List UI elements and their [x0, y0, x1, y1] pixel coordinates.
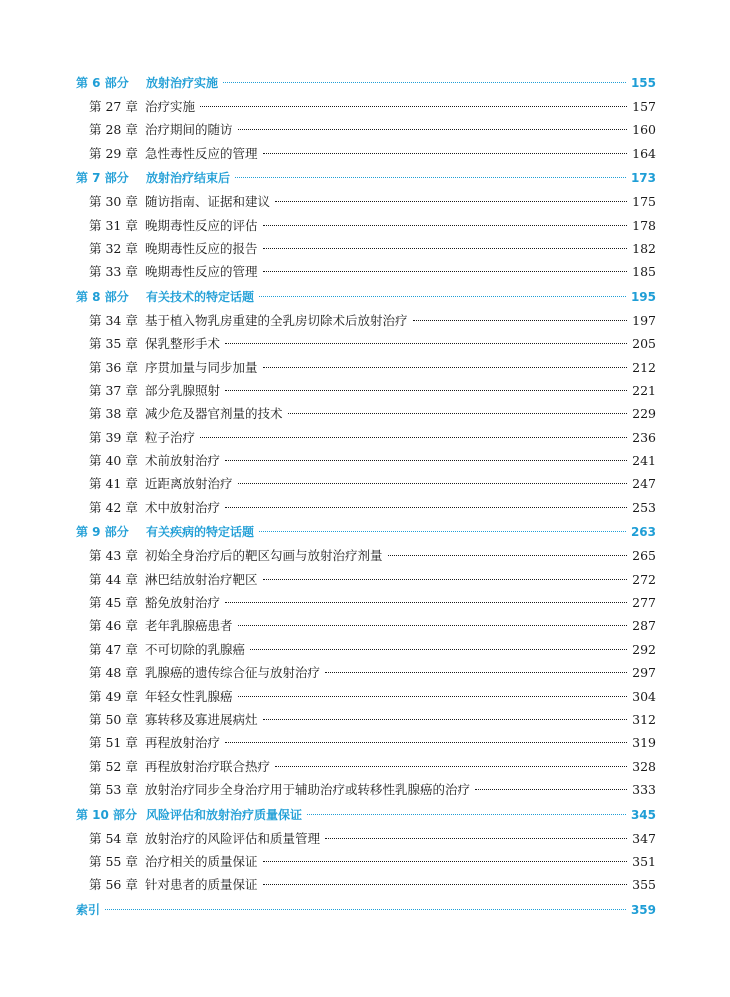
chapter-page-number: 272	[632, 571, 656, 587]
chapter-number: 第 48 章	[89, 665, 138, 681]
chapter-number: 第 34 章	[89, 312, 138, 328]
dot-leader	[307, 814, 626, 815]
chapter-page-number: 347	[632, 830, 656, 846]
toc-chapter-row	[76, 118, 656, 141]
toc-chapter-row	[76, 449, 656, 472]
chapter-page-number: 247	[632, 476, 656, 492]
dot-leader	[263, 579, 628, 580]
dot-leader	[238, 483, 628, 484]
dot-leader	[200, 106, 627, 107]
dot-leader	[288, 413, 628, 414]
chapter-title: 再程放射治疗	[145, 735, 221, 751]
toc-chapter-row	[76, 402, 656, 425]
toc-part-row	[76, 167, 656, 190]
part-page-number: 195	[630, 289, 656, 304]
part-number: 第 6 部分	[76, 76, 129, 90]
chapter-page-number: 241	[632, 453, 656, 469]
chapter-page-number: 297	[632, 665, 656, 681]
chapter-number: 第 50 章	[89, 711, 138, 727]
chapter-title: 近距离放射治疗	[145, 476, 233, 492]
chapter-page-number: 351	[632, 853, 656, 869]
chapter-number: 第 53 章	[89, 782, 138, 798]
toc-chapter-row	[76, 379, 656, 402]
toc-chapter-row	[76, 731, 656, 754]
dot-leader	[263, 225, 628, 226]
chapter-title: 放射治疗同步全身治疗用于辅助治疗或转移性乳腺癌的治疗	[145, 782, 471, 798]
part-page-number: 173	[630, 171, 656, 186]
chapter-number: 第 43 章	[89, 548, 138, 564]
toc-chapter-row	[76, 827, 656, 850]
chapter-page-number: 292	[632, 641, 656, 657]
chapter-page-number: 197	[632, 312, 656, 328]
chapter-title: 治疗实施	[145, 99, 196, 114]
dot-leader	[223, 82, 626, 83]
toc-chapter-row	[76, 708, 656, 731]
dot-leader	[238, 129, 628, 130]
chapter-number: 第 39 章	[89, 429, 138, 445]
dot-leader	[263, 367, 628, 368]
dot-leader	[225, 507, 627, 508]
dot-leader	[263, 884, 628, 885]
chapter-title: 初始全身治疗后的靶区勾画与放射治疗剂量	[145, 548, 383, 564]
chapter-number: 第 41 章	[89, 476, 138, 492]
chapter-title: 治疗相关的质量保证	[145, 853, 258, 869]
toc-chapter-row	[76, 260, 656, 283]
dot-leader	[263, 248, 628, 249]
chapter-title: 粒子治疗	[145, 429, 196, 445]
chapter-number: 第 36 章	[89, 359, 138, 375]
dot-leader	[413, 320, 628, 321]
part-title: 放射治疗实施	[146, 76, 219, 90]
toc-chapter-row	[76, 332, 656, 355]
dot-leader	[225, 390, 627, 391]
dot-leader	[238, 625, 628, 626]
chapter-title: 放射治疗的风险评估和质量管理	[145, 830, 321, 846]
toc-chapter-row	[76, 873, 656, 896]
dot-leader	[259, 296, 626, 297]
chapter-number: 第 28 章	[89, 122, 138, 138]
dot-leader	[263, 861, 628, 862]
dot-leader	[105, 909, 626, 910]
chapter-number: 第 46 章	[89, 618, 138, 634]
chapter-page-number: 205	[632, 336, 656, 352]
chapter-page-number: 304	[632, 688, 656, 704]
dot-leader	[275, 201, 627, 202]
chapter-number: 第 40 章	[89, 453, 138, 469]
chapter-number: 第 49 章	[89, 688, 138, 704]
dot-leader	[225, 742, 627, 743]
toc-chapter-row	[76, 472, 656, 495]
chapter-title: 基于植入物乳房重建的全乳房切除术后放射治疗	[145, 312, 408, 328]
chapter-number: 第 45 章	[89, 595, 138, 611]
toc-chapter-row	[76, 309, 656, 332]
toc-chapter-row	[76, 95, 656, 118]
toc-chapter-row	[76, 426, 656, 449]
chapter-title: 针对患者的质量保证	[145, 877, 258, 893]
toc-chapter-row	[76, 568, 656, 591]
dot-leader	[259, 531, 626, 532]
chapter-title: 部分乳腺照射	[145, 382, 221, 398]
toc-chapter-row	[76, 214, 656, 237]
part-page-number: 345	[630, 807, 656, 822]
chapter-title: 寡转移及寡进展病灶	[145, 711, 258, 727]
chapter-page-number: 175	[632, 194, 656, 210]
chapter-title: 再程放射治疗联合热疗	[145, 758, 271, 774]
part-number: 第 10 部分	[76, 807, 138, 822]
chapter-number: 第 52 章	[89, 758, 138, 774]
dot-leader	[235, 177, 626, 178]
part-title: 风险评估和放射治疗质量保证	[146, 807, 303, 822]
table-of-contents	[76, 72, 656, 922]
chapter-number: 第 51 章	[89, 735, 138, 751]
toc-chapter-row	[76, 591, 656, 614]
dot-leader	[263, 719, 628, 720]
part-title: 放射治疗结束后	[146, 171, 231, 186]
toc-chapter-row	[76, 685, 656, 708]
dot-leader	[238, 696, 628, 697]
chapter-number: 第 56 章	[89, 877, 138, 893]
toc-chapter-row	[76, 142, 656, 165]
chapter-title: 晚期毒性反应的管理	[145, 264, 258, 280]
chapter-number: 第 27 章	[89, 99, 138, 114]
chapter-number: 第 55 章	[89, 853, 138, 869]
chapter-page-number: 185	[632, 264, 656, 280]
chapter-page-number: 253	[632, 499, 656, 515]
part-number: 索引	[76, 902, 101, 917]
chapter-title: 保乳整形手术	[145, 336, 221, 352]
chapter-number: 第 32 章	[89, 240, 138, 256]
dot-leader	[250, 649, 627, 650]
dot-leader	[388, 555, 628, 556]
dot-leader	[325, 838, 627, 839]
chapter-page-number: 319	[632, 735, 656, 751]
toc-chapter-row	[76, 614, 656, 637]
chapter-number: 第 38 章	[89, 406, 138, 422]
chapter-title: 随访指南、证据和建议	[145, 194, 271, 210]
chapter-number: 第 44 章	[89, 571, 138, 587]
chapter-title: 不可切除的乳腺癌	[145, 641, 246, 657]
toc-part-row	[76, 72, 656, 95]
chapter-title: 晚期毒性反应的报告	[145, 240, 258, 256]
part-number: 第 8 部分	[76, 289, 129, 304]
toc-part-row	[76, 804, 656, 827]
toc-chapter-row	[76, 638, 656, 661]
toc-chapter-row	[76, 496, 656, 519]
toc-chapter-row	[76, 190, 656, 213]
chapter-page-number: 160	[632, 122, 656, 138]
toc-chapter-row	[76, 778, 656, 801]
chapter-title: 术前放射治疗	[145, 453, 221, 469]
chapter-page-number: 229	[632, 406, 656, 422]
part-page-number: 263	[630, 525, 656, 540]
part-title: 有关疾病的特定话题	[146, 525, 255, 540]
chapter-page-number: 312	[632, 711, 656, 727]
chapter-page-number: 287	[632, 618, 656, 634]
chapter-page-number: 328	[632, 758, 656, 774]
chapter-number: 第 37 章	[89, 382, 138, 398]
dot-leader	[225, 602, 627, 603]
dot-leader	[275, 766, 627, 767]
chapter-title: 年轻女性乳腺癌	[145, 688, 233, 704]
dot-leader	[225, 460, 627, 461]
chapter-number: 第 33 章	[89, 264, 138, 280]
chapter-number: 第 54 章	[89, 830, 138, 846]
dot-leader	[225, 343, 627, 344]
chapter-page-number: 212	[632, 359, 656, 375]
toc-part-row	[76, 286, 656, 309]
chapter-page-number: 333	[632, 782, 656, 798]
dot-leader	[200, 437, 627, 438]
part-page-number: 155	[630, 76, 656, 90]
chapter-page-number: 178	[632, 217, 656, 233]
dot-leader	[325, 672, 627, 673]
chapter-title: 减少危及器官剂量的技术	[145, 406, 283, 422]
chapter-page-number: 164	[632, 145, 656, 161]
chapter-title: 术中放射治疗	[145, 499, 221, 515]
toc-chapter-row	[76, 755, 656, 778]
chapter-number: 第 35 章	[89, 336, 138, 352]
chapter-number: 第 30 章	[89, 194, 138, 210]
toc-chapter-row	[76, 356, 656, 379]
chapter-page-number: 221	[632, 382, 656, 398]
toc-chapter-row	[76, 661, 656, 684]
chapter-title: 乳腺癌的遗传综合征与放射治疗	[145, 665, 321, 681]
toc-chapter-row	[76, 850, 656, 873]
chapter-page-number: 236	[632, 429, 656, 445]
chapter-number: 第 31 章	[89, 217, 138, 233]
chapter-title: 序贯加量与同步加量	[145, 359, 258, 375]
part-title: 有关技术的特定话题	[146, 289, 255, 304]
chapter-page-number: 355	[632, 877, 656, 893]
chapter-title: 治疗期间的随访	[145, 122, 233, 138]
chapter-title: 老年乳腺癌患者	[145, 618, 233, 634]
part-number: 第 9 部分	[76, 525, 129, 540]
chapter-title: 淋巴结放射治疗靶区	[145, 571, 258, 587]
part-page-number: 359	[630, 902, 656, 917]
toc-part-row	[76, 521, 656, 544]
dot-leader	[263, 271, 628, 272]
chapter-number: 第 29 章	[89, 145, 138, 161]
toc-part-row	[76, 899, 656, 922]
chapter-page-number: 157	[632, 99, 656, 114]
dot-leader	[263, 153, 628, 154]
chapter-title: 晚期毒性反应的评估	[145, 217, 258, 233]
chapter-number: 第 47 章	[89, 641, 138, 657]
part-number: 第 7 部分	[76, 171, 129, 186]
toc-chapter-row	[76, 544, 656, 567]
toc-chapter-row	[76, 237, 656, 260]
chapter-page-number: 182	[632, 240, 656, 256]
chapter-title: 豁免放射治疗	[145, 595, 221, 611]
dot-leader	[475, 789, 627, 790]
chapter-page-number: 277	[632, 595, 656, 611]
chapter-title: 急性毒性反应的管理	[145, 145, 258, 161]
chapter-page-number: 265	[632, 548, 656, 564]
chapter-number: 第 42 章	[89, 499, 138, 515]
